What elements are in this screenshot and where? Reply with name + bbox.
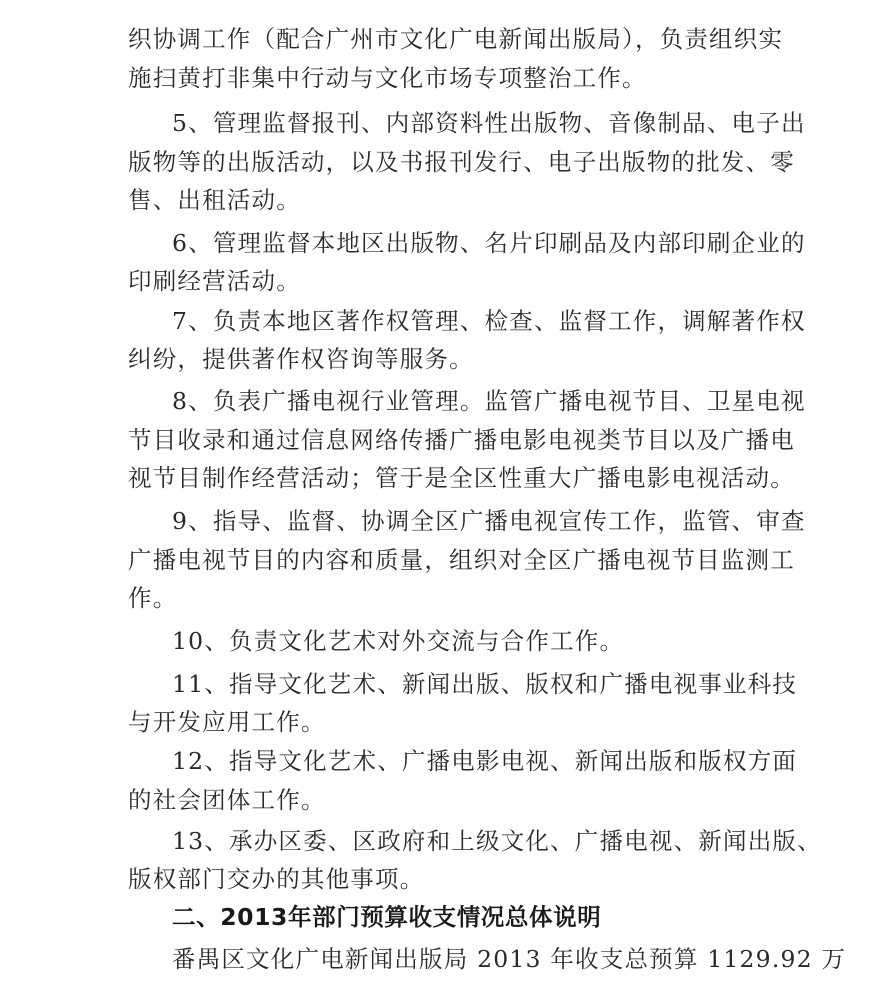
text-line: 与开发应用工作。 <box>128 708 326 736</box>
text-line: 印刷经营活动。 <box>128 267 301 295</box>
text-line: 5、管理监督报刊、内部资料性出版物、音像制品、电子出 <box>172 109 806 137</box>
text-line: 版权部门交办的其他事项。 <box>128 865 425 893</box>
text-line: 番禺区文化广电新闻出版局 2013 年收支总预算 1129.92 万 <box>172 945 847 973</box>
text-line: 8、负表广播电视行业管理。监管广播电视节目、卫星电视 <box>172 387 806 415</box>
text-line: 的社会团体工作。 <box>128 786 326 814</box>
text-line: 10、负责文化艺术对外交流与合作工作。 <box>172 627 625 655</box>
text-line: 12、指导文化艺术、广播电影电视、新闻出版和版权方面 <box>172 747 798 775</box>
text-line: 9、指导、监督、协调全区广播电视宣传工作，监管、审查 <box>172 507 806 535</box>
text-line: 广播电视节目的内容和质量，组织对全区广播电视节目监测工 <box>128 546 795 574</box>
text-line: 纠纷，提供著作权咨询等服务。 <box>128 345 474 373</box>
text-line: 施扫黄打非集中行动与文化市场专项整治工作。 <box>128 64 647 92</box>
text-line: 织协调工作（配合广州市文化广电新闻出版局），负责组织实 <box>128 25 784 53</box>
text-line: 视节目制作经营活动；管于是全区性重大广播电影电视活动。 <box>128 464 795 492</box>
text-line: 售、出租活动。 <box>128 186 301 214</box>
text-line: 13、承办区委、区政府和上级文化、广播电视、新闻出版、 <box>172 827 822 855</box>
text-line: 6、管理监督本地区出版物、名片印刷品及内部印刷企业的 <box>172 229 806 257</box>
section-heading: 二、2013年部门预算收支情况总体说明 <box>172 903 602 931</box>
text-line: 11、指导文化艺术、新闻出版、版权和广播电视事业科技 <box>172 670 798 698</box>
text-line: 版物等的出版活动，以及书报刊发行、电子出版物的批发、零 <box>128 148 795 176</box>
text-line: 作。 <box>128 584 178 612</box>
text-line: 7、负责本地区著作权管理、检查、监督工作，调解著作权 <box>172 307 806 335</box>
text-line: 节目收录和通过信息网络传播广播电影电视类节目以及广播电 <box>128 426 795 454</box>
